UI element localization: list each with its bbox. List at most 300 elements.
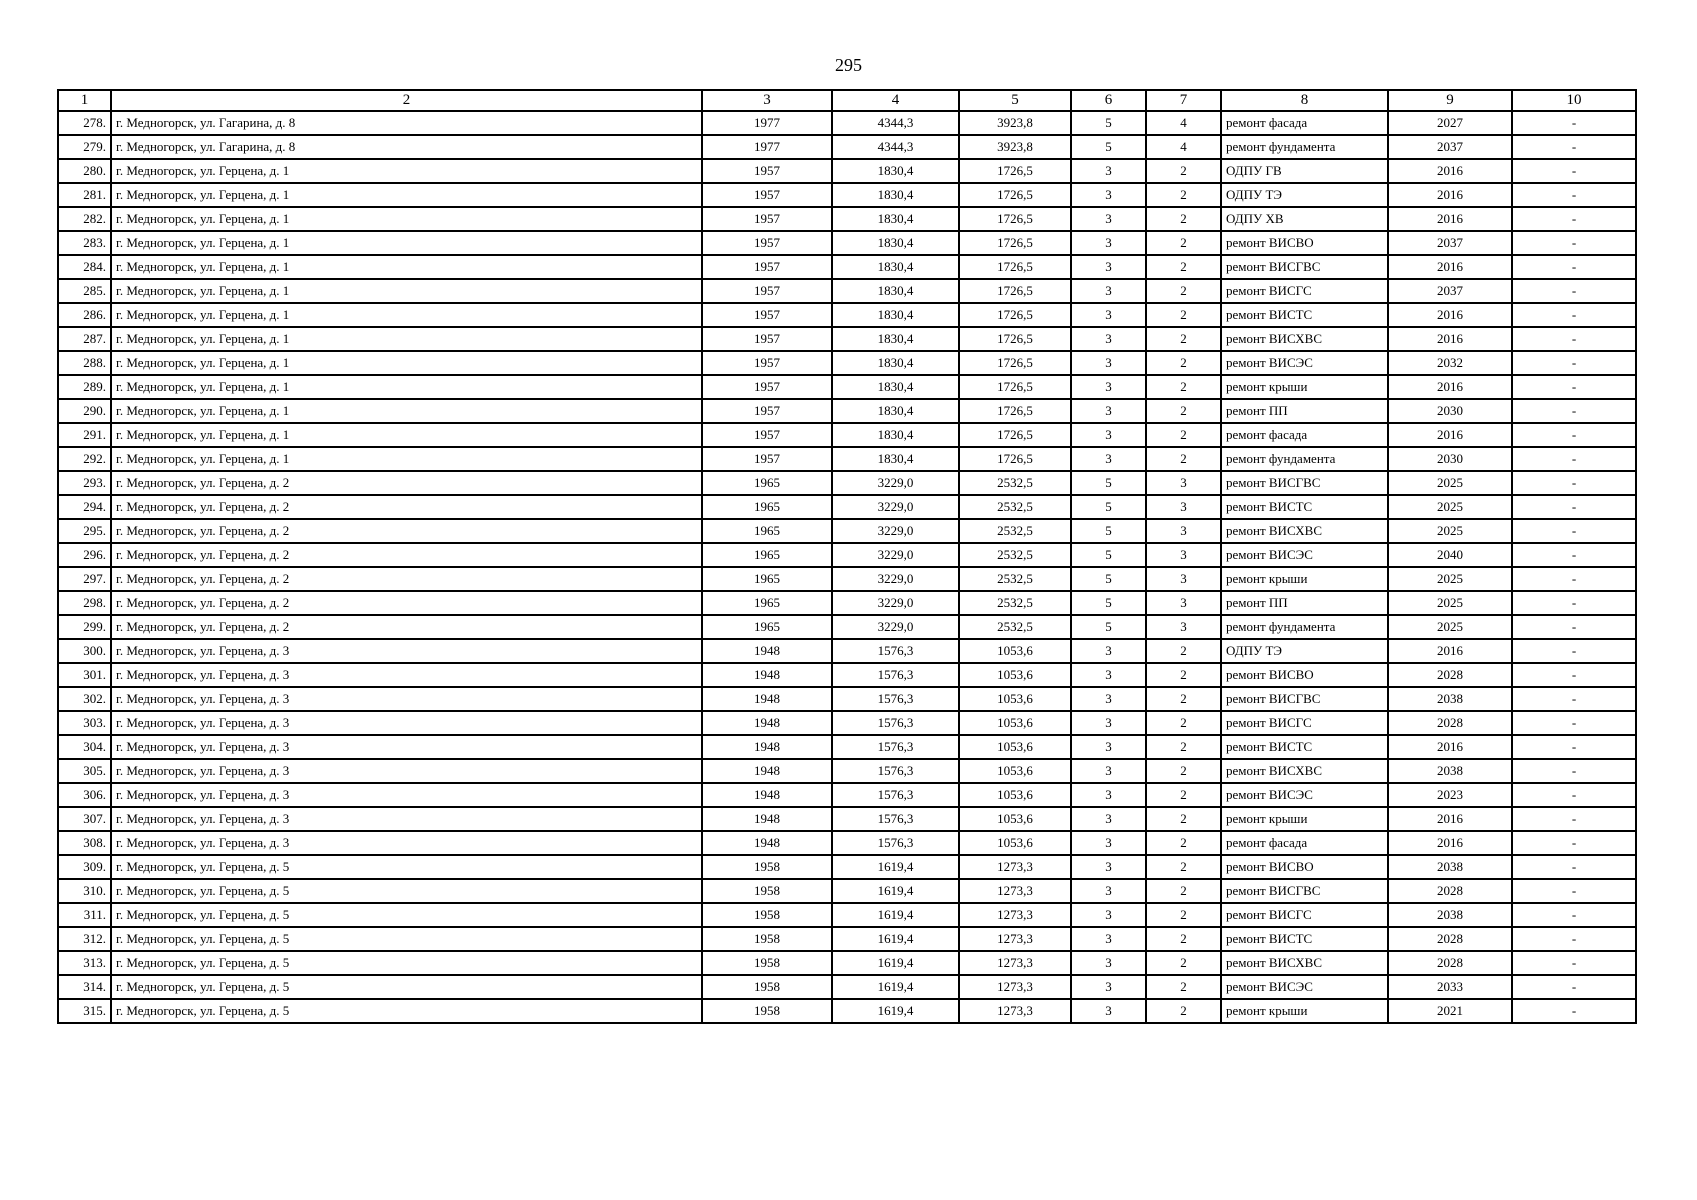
col9-cell: 2016: [1388, 183, 1512, 207]
work-type-cell: ремонт фасада: [1221, 111, 1388, 135]
col7-cell: 2: [1146, 999, 1221, 1023]
col6-cell: 3: [1071, 759, 1146, 783]
col6-cell: 3: [1071, 255, 1146, 279]
col6-cell: 3: [1071, 927, 1146, 951]
table-row: [58, 399, 1636, 423]
address-cell: г. Медногорск, ул. Герцена, д. 3: [111, 759, 702, 783]
col4-cell: 1576,3: [832, 687, 959, 711]
col5-cell: 1273,3: [959, 855, 1071, 879]
row-number-cell: 278.: [58, 111, 111, 135]
col3-cell: 1957: [702, 327, 832, 351]
col3-cell: 1965: [702, 543, 832, 567]
row-number-cell: 309.: [58, 855, 111, 879]
row-number-cell: 293.: [58, 471, 111, 495]
col9-cell: 2040: [1388, 543, 1512, 567]
col9-cell: 2025: [1388, 519, 1512, 543]
col5-cell: 1053,6: [959, 831, 1071, 855]
table-row: [58, 879, 1636, 903]
row-number-cell: 298.: [58, 591, 111, 615]
col10-cell: -: [1512, 159, 1636, 183]
col7-cell: 2: [1146, 687, 1221, 711]
col7-cell: 2: [1146, 879, 1221, 903]
table-row: [58, 255, 1636, 279]
col7-cell: 2: [1146, 279, 1221, 303]
col9-cell: 2025: [1388, 615, 1512, 639]
col6-cell: 3: [1071, 351, 1146, 375]
col10-cell: -: [1512, 399, 1636, 423]
table-row: [58, 183, 1636, 207]
col3-cell: 1965: [702, 471, 832, 495]
address-cell: г. Медногорск, ул. Герцена, д. 1: [111, 255, 702, 279]
col6-cell: 3: [1071, 999, 1146, 1023]
table-row: [58, 375, 1636, 399]
col10-cell: -: [1512, 687, 1636, 711]
address-cell: г. Медногорск, ул. Герцена, д. 5: [111, 903, 702, 927]
col6-cell: 3: [1071, 951, 1146, 975]
work-type-cell: ремонт ВИСГВС: [1221, 255, 1388, 279]
row-number-cell: 313.: [58, 951, 111, 975]
col4-cell: 1576,3: [832, 735, 959, 759]
col9-cell: 2027: [1388, 111, 1512, 135]
col3-cell: 1965: [702, 591, 832, 615]
col4-cell: 3229,0: [832, 567, 959, 591]
col5-cell: 1053,6: [959, 711, 1071, 735]
col9-cell: 2028: [1388, 711, 1512, 735]
col5-cell: 1273,3: [959, 903, 1071, 927]
col6-cell: 3: [1071, 423, 1146, 447]
col9-cell: 2030: [1388, 447, 1512, 471]
col4-cell: 1619,4: [832, 927, 959, 951]
col7-cell: 2: [1146, 831, 1221, 855]
col4-cell: 1576,3: [832, 759, 959, 783]
col3-cell: 1957: [702, 447, 832, 471]
address-cell: г. Медногорск, ул. Герцена, д. 5: [111, 975, 702, 999]
col4-cell: 1619,4: [832, 975, 959, 999]
address-cell: г. Медногорск, ул. Герцена, д. 1: [111, 399, 702, 423]
table-row: [58, 207, 1636, 231]
col7-cell: 4: [1146, 135, 1221, 159]
col4-cell: 1830,4: [832, 231, 959, 255]
col3-cell: 1958: [702, 903, 832, 927]
col4-cell: 1576,3: [832, 783, 959, 807]
address-cell: г. Медногорск, ул. Герцена, д. 2: [111, 471, 702, 495]
row-number-cell: 286.: [58, 303, 111, 327]
col3-cell: 1948: [702, 807, 832, 831]
work-type-cell: ремонт ВИСЭС: [1221, 543, 1388, 567]
col10-cell: -: [1512, 447, 1636, 471]
col3-cell: 1957: [702, 231, 832, 255]
row-number-cell: 307.: [58, 807, 111, 831]
row-number-cell: 311.: [58, 903, 111, 927]
work-type-cell: ремонт ВИСТС: [1221, 303, 1388, 327]
work-type-cell: ремонт фасада: [1221, 831, 1388, 855]
row-number-cell: 312.: [58, 927, 111, 951]
row-number-cell: 296.: [58, 543, 111, 567]
col6-cell: 3: [1071, 711, 1146, 735]
work-type-cell: ремонт ВИСТС: [1221, 735, 1388, 759]
col4-cell: 3229,0: [832, 591, 959, 615]
col10-cell: -: [1512, 111, 1636, 135]
row-number-cell: 304.: [58, 735, 111, 759]
work-type-cell: ремонт ВИСГС: [1221, 279, 1388, 303]
work-type-cell: ремонт ВИСХВС: [1221, 759, 1388, 783]
col10-cell: -: [1512, 207, 1636, 231]
col4-cell: 3229,0: [832, 543, 959, 567]
col5-cell: 1726,5: [959, 183, 1071, 207]
col4-cell: 1830,4: [832, 303, 959, 327]
col4-cell: 3229,0: [832, 495, 959, 519]
table-row: [58, 303, 1636, 327]
work-type-cell: ремонт крыши: [1221, 807, 1388, 831]
col9-cell: 2016: [1388, 327, 1512, 351]
work-type-cell: ремонт ВИСТС: [1221, 927, 1388, 951]
col4-cell: 1576,3: [832, 663, 959, 687]
column-header-7: 7: [1146, 90, 1221, 111]
col9-cell: 2016: [1388, 639, 1512, 663]
table-row: [58, 279, 1636, 303]
column-header-2: 2: [111, 90, 702, 111]
col9-cell: 2033: [1388, 975, 1512, 999]
col7-cell: 2: [1146, 759, 1221, 783]
col10-cell: -: [1512, 711, 1636, 735]
address-cell: г. Медногорск, ул. Герцена, д. 1: [111, 423, 702, 447]
col9-cell: 2016: [1388, 255, 1512, 279]
col9-cell: 2016: [1388, 831, 1512, 855]
col5-cell: 2532,5: [959, 591, 1071, 615]
col5-cell: 1726,5: [959, 423, 1071, 447]
row-number-cell: 308.: [58, 831, 111, 855]
row-number-cell: 285.: [58, 279, 111, 303]
col3-cell: 1948: [702, 663, 832, 687]
address-cell: г. Медногорск, ул. Герцена, д. 2: [111, 543, 702, 567]
col4-cell: 3229,0: [832, 519, 959, 543]
row-number-cell: 305.: [58, 759, 111, 783]
row-number-cell: 310.: [58, 879, 111, 903]
col4-cell: 1576,3: [832, 807, 959, 831]
col7-cell: 2: [1146, 159, 1221, 183]
col6-cell: 5: [1071, 135, 1146, 159]
column-header-3: 3: [702, 90, 832, 111]
col7-cell: 2: [1146, 903, 1221, 927]
col4-cell: 1619,4: [832, 855, 959, 879]
page-number: 295: [835, 55, 862, 75]
col3-cell: 1948: [702, 759, 832, 783]
col10-cell: -: [1512, 663, 1636, 687]
col6-cell: 3: [1071, 735, 1146, 759]
col4-cell: 1830,4: [832, 351, 959, 375]
col7-cell: 2: [1146, 399, 1221, 423]
col7-cell: 2: [1146, 183, 1221, 207]
col7-cell: 2: [1146, 927, 1221, 951]
col7-cell: 2: [1146, 207, 1221, 231]
col5-cell: 1726,5: [959, 327, 1071, 351]
address-cell: г. Медногорск, ул. Герцена, д. 1: [111, 351, 702, 375]
row-number-cell: 292.: [58, 447, 111, 471]
table-row: [58, 759, 1636, 783]
address-cell: г. Медногорск, ул. Герцена, д. 3: [111, 831, 702, 855]
table-row: [58, 567, 1636, 591]
work-type-cell: ОДПУ ГВ: [1221, 159, 1388, 183]
row-number-cell: 284.: [58, 255, 111, 279]
col6-cell: 5: [1071, 615, 1146, 639]
address-cell: г. Медногорск, ул. Герцена, д. 1: [111, 303, 702, 327]
col6-cell: 3: [1071, 807, 1146, 831]
col7-cell: 4: [1146, 111, 1221, 135]
col3-cell: 1977: [702, 111, 832, 135]
address-cell: г. Медногорск, ул. Герцена, д. 3: [111, 711, 702, 735]
col9-cell: 2038: [1388, 903, 1512, 927]
col3-cell: 1948: [702, 711, 832, 735]
col4-cell: 1830,4: [832, 279, 959, 303]
col5-cell: 3923,8: [959, 135, 1071, 159]
col6-cell: 3: [1071, 231, 1146, 255]
col6-cell: 5: [1071, 591, 1146, 615]
address-cell: г. Медногорск, ул. Герцена, д. 2: [111, 495, 702, 519]
col9-cell: 2025: [1388, 591, 1512, 615]
col7-cell: 2: [1146, 735, 1221, 759]
row-number-cell: 295.: [58, 519, 111, 543]
row-number-cell: 306.: [58, 783, 111, 807]
row-number-cell: 294.: [58, 495, 111, 519]
col4-cell: 1619,4: [832, 951, 959, 975]
col7-cell: 2: [1146, 423, 1221, 447]
col5-cell: 1273,3: [959, 999, 1071, 1023]
col7-cell: 2: [1146, 255, 1221, 279]
col7-cell: 2: [1146, 639, 1221, 663]
address-cell: г. Медногорск, ул. Герцена, д. 1: [111, 183, 702, 207]
col10-cell: -: [1512, 471, 1636, 495]
col10-cell: -: [1512, 927, 1636, 951]
col6-cell: 3: [1071, 327, 1146, 351]
col4-cell: 4344,3: [832, 135, 959, 159]
col7-cell: 3: [1146, 495, 1221, 519]
col3-cell: 1948: [702, 831, 832, 855]
table-row: [58, 711, 1636, 735]
col4-cell: 1830,4: [832, 423, 959, 447]
col5-cell: 1053,6: [959, 735, 1071, 759]
row-number-cell: 287.: [58, 327, 111, 351]
col10-cell: -: [1512, 999, 1636, 1023]
col5-cell: 1273,3: [959, 927, 1071, 951]
col3-cell: 1977: [702, 135, 832, 159]
work-type-cell: ремонт ВИСХВС: [1221, 327, 1388, 351]
work-type-cell: ремонт фундамента: [1221, 135, 1388, 159]
work-type-cell: ремонт ВИСЭС: [1221, 975, 1388, 999]
col4-cell: 1830,4: [832, 207, 959, 231]
work-type-cell: ремонт ПП: [1221, 591, 1388, 615]
row-number-cell: 314.: [58, 975, 111, 999]
row-number-cell: 280.: [58, 159, 111, 183]
col7-cell: 2: [1146, 375, 1221, 399]
address-cell: г. Медногорск, ул. Герцена, д. 1: [111, 375, 702, 399]
row-number-cell: 291.: [58, 423, 111, 447]
col5-cell: 1726,5: [959, 207, 1071, 231]
work-type-cell: ремонт фундамента: [1221, 615, 1388, 639]
col9-cell: 2025: [1388, 567, 1512, 591]
address-cell: г. Медногорск, ул. Герцена, д. 5: [111, 927, 702, 951]
col4-cell: 1619,4: [832, 903, 959, 927]
col5-cell: 1726,5: [959, 231, 1071, 255]
work-type-cell: ОДПУ ТЭ: [1221, 183, 1388, 207]
col6-cell: 3: [1071, 831, 1146, 855]
col9-cell: 2025: [1388, 471, 1512, 495]
col5-cell: 1726,5: [959, 351, 1071, 375]
col4-cell: 3229,0: [832, 615, 959, 639]
table-row: [58, 927, 1636, 951]
col10-cell: -: [1512, 327, 1636, 351]
col5-cell: 1726,5: [959, 399, 1071, 423]
col6-cell: 3: [1071, 399, 1146, 423]
col10-cell: -: [1512, 639, 1636, 663]
table-body: [58, 111, 1636, 1023]
col6-cell: 3: [1071, 663, 1146, 687]
col6-cell: 5: [1071, 567, 1146, 591]
col3-cell: 1958: [702, 951, 832, 975]
col10-cell: -: [1512, 975, 1636, 999]
col3-cell: 1957: [702, 303, 832, 327]
col4-cell: 4344,3: [832, 111, 959, 135]
col5-cell: 1053,6: [959, 639, 1071, 663]
col4-cell: 1830,4: [832, 327, 959, 351]
table-row: [58, 999, 1636, 1023]
col7-cell: 3: [1146, 591, 1221, 615]
address-cell: г. Медногорск, ул. Герцена, д. 5: [111, 879, 702, 903]
col10-cell: -: [1512, 951, 1636, 975]
col6-cell: 3: [1071, 687, 1146, 711]
col3-cell: 1958: [702, 999, 832, 1023]
col10-cell: -: [1512, 279, 1636, 303]
row-number-cell: 301.: [58, 663, 111, 687]
column-header-6: 6: [1071, 90, 1146, 111]
col7-cell: 2: [1146, 303, 1221, 327]
col5-cell: 1053,6: [959, 807, 1071, 831]
col10-cell: -: [1512, 879, 1636, 903]
col3-cell: 1948: [702, 735, 832, 759]
col3-cell: 1965: [702, 519, 832, 543]
table-row: [58, 135, 1636, 159]
col3-cell: 1957: [702, 207, 832, 231]
row-number-cell: 302.: [58, 687, 111, 711]
col9-cell: 2016: [1388, 207, 1512, 231]
work-type-cell: ОДПУ ХВ: [1221, 207, 1388, 231]
table-row: [58, 951, 1636, 975]
col5-cell: 2532,5: [959, 567, 1071, 591]
work-type-cell: ремонт ВИСХВС: [1221, 519, 1388, 543]
col5-cell: 2532,5: [959, 543, 1071, 567]
col9-cell: 2016: [1388, 807, 1512, 831]
address-cell: г. Медногорск, ул. Герцена, д. 2: [111, 615, 702, 639]
work-type-cell: ремонт крыши: [1221, 999, 1388, 1023]
row-number-cell: 288.: [58, 351, 111, 375]
col9-cell: 2025: [1388, 495, 1512, 519]
row-number-cell: 300.: [58, 639, 111, 663]
col7-cell: 3: [1146, 519, 1221, 543]
col4-cell: 1576,3: [832, 639, 959, 663]
address-cell: г. Медногорск, ул. Герцена, д. 3: [111, 735, 702, 759]
address-cell: г. Медногорск, ул. Герцена, д. 3: [111, 807, 702, 831]
table-row: [58, 159, 1636, 183]
col10-cell: -: [1512, 183, 1636, 207]
col5-cell: 2532,5: [959, 471, 1071, 495]
col6-cell: 3: [1071, 207, 1146, 231]
col3-cell: 1957: [702, 399, 832, 423]
col7-cell: 2: [1146, 351, 1221, 375]
col10-cell: -: [1512, 303, 1636, 327]
table-row: [58, 687, 1636, 711]
address-cell: г. Медногорск, ул. Герцена, д. 5: [111, 855, 702, 879]
col7-cell: 2: [1146, 447, 1221, 471]
column-header-1: 1: [58, 90, 111, 111]
table-row: [58, 471, 1636, 495]
address-cell: г. Медногорск, ул. Герцена, д. 1: [111, 159, 702, 183]
table-row: [58, 447, 1636, 471]
address-cell: г. Медногорск, ул. Герцена, д. 5: [111, 999, 702, 1023]
address-cell: г. Медногорск, ул. Герцена, д. 1: [111, 447, 702, 471]
col4-cell: 1619,4: [832, 879, 959, 903]
col3-cell: 1948: [702, 783, 832, 807]
col4-cell: 1576,3: [832, 831, 959, 855]
work-type-cell: ремонт ВИСГВС: [1221, 687, 1388, 711]
col4-cell: 3229,0: [832, 471, 959, 495]
col10-cell: -: [1512, 591, 1636, 615]
table-row: [58, 663, 1636, 687]
table-row: [58, 783, 1636, 807]
col9-cell: 2023: [1388, 783, 1512, 807]
col6-cell: 3: [1071, 975, 1146, 999]
table-row: [58, 231, 1636, 255]
col4-cell: 1830,4: [832, 255, 959, 279]
col10-cell: -: [1512, 783, 1636, 807]
col10-cell: -: [1512, 135, 1636, 159]
col6-cell: 3: [1071, 375, 1146, 399]
col6-cell: 3: [1071, 279, 1146, 303]
col9-cell: 2021: [1388, 999, 1512, 1023]
work-type-cell: ремонт ВИСГВС: [1221, 471, 1388, 495]
table-row: [58, 423, 1636, 447]
work-type-cell: ОДПУ ТЭ: [1221, 639, 1388, 663]
table-row: [58, 639, 1636, 663]
address-cell: г. Медногорск, ул. Герцена, д. 2: [111, 567, 702, 591]
col7-cell: 2: [1146, 231, 1221, 255]
address-cell: г. Медногорск, ул. Герцена, д. 5: [111, 951, 702, 975]
col10-cell: -: [1512, 831, 1636, 855]
col9-cell: 2038: [1388, 687, 1512, 711]
work-type-cell: ремонт ВИСГВС: [1221, 879, 1388, 903]
col6-cell: 3: [1071, 159, 1146, 183]
table-row: [58, 591, 1636, 615]
column-header-10: 10: [1512, 90, 1636, 111]
work-type-cell: ремонт ВИСВО: [1221, 663, 1388, 687]
col3-cell: 1965: [702, 495, 832, 519]
col5-cell: 1053,6: [959, 663, 1071, 687]
col3-cell: 1957: [702, 255, 832, 279]
work-type-cell: ремонт ВИСЭС: [1221, 351, 1388, 375]
col9-cell: 2028: [1388, 663, 1512, 687]
col6-cell: 3: [1071, 447, 1146, 471]
col4-cell: 1576,3: [832, 711, 959, 735]
col9-cell: 2037: [1388, 231, 1512, 255]
col3-cell: 1957: [702, 279, 832, 303]
table-row: [58, 615, 1636, 639]
col5-cell: 3923,8: [959, 111, 1071, 135]
col4-cell: 1830,4: [832, 159, 959, 183]
col10-cell: -: [1512, 495, 1636, 519]
col4-cell: 1830,4: [832, 399, 959, 423]
table-row: [58, 975, 1636, 999]
col3-cell: 1957: [702, 423, 832, 447]
col6-cell: 5: [1071, 519, 1146, 543]
col6-cell: 5: [1071, 543, 1146, 567]
